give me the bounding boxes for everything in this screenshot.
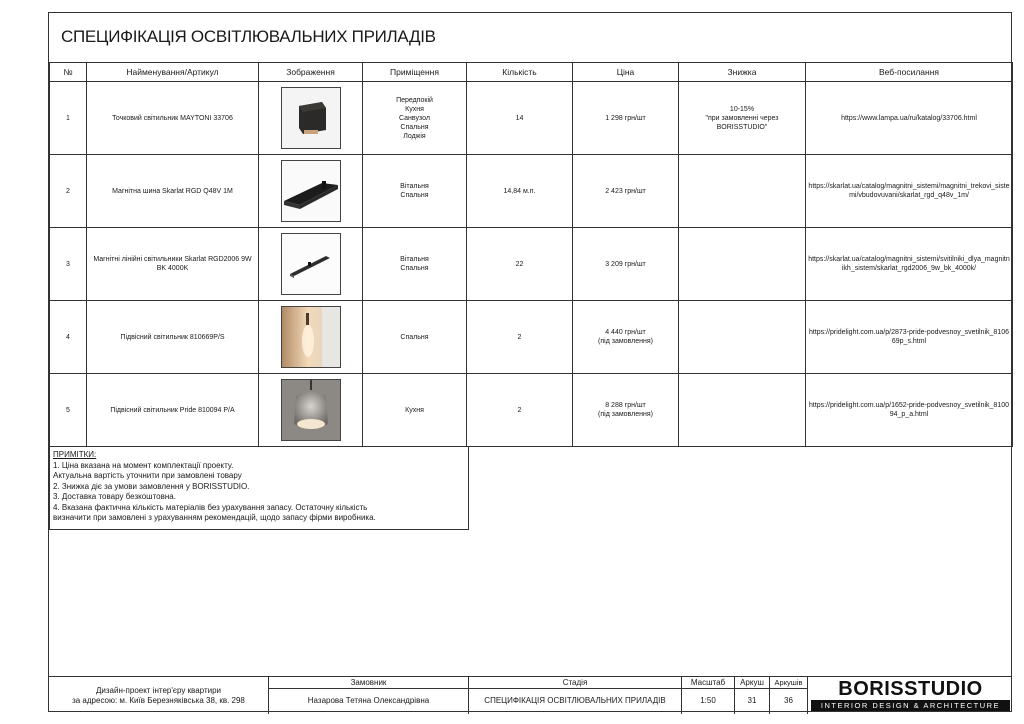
client-name: Назарова Тетяна Олександрівна <box>307 696 430 705</box>
col-header-name: Найменування/Артикул <box>87 63 259 82</box>
quantity: 14 <box>467 82 573 155</box>
product-name: Підвісний світильник Pride 810094 P/A <box>87 374 259 447</box>
room-item: Спальня <box>400 192 429 199</box>
product-link[interactable]: https://www.lampa.ua/ru/katalog/33706.html <box>806 82 1013 155</box>
sheet-label: Аркуш <box>735 677 769 689</box>
price <box>573 155 679 228</box>
drawing-sheet <box>48 12 1012 712</box>
scale-value: 1:50 <box>700 696 716 705</box>
product-image-cell <box>259 82 363 155</box>
table-row <box>50 228 1013 301</box>
project-title: Дизайн-проект інтер'єру квартири <box>95 686 221 695</box>
discount <box>679 155 806 228</box>
title-block <box>49 676 1012 714</box>
room-item: Спальня <box>400 123 429 131</box>
client-cell <box>269 677 469 714</box>
price-value: 2 423 грн/шт <box>605 187 646 195</box>
row-number: 5 <box>50 374 87 447</box>
room-item: Вітальня <box>400 183 429 190</box>
room-item: Вітальня <box>400 256 429 263</box>
product-name: Підвісний світильник 810669P/S <box>87 301 259 374</box>
price <box>573 82 679 155</box>
sheet-number: 31 <box>747 696 757 705</box>
sheets-label: Аркушів <box>770 677 807 689</box>
table-row <box>50 374 1013 447</box>
room-item: Санвузол <box>399 114 430 122</box>
col-header-discount: Знижка <box>679 63 806 82</box>
discount <box>679 301 806 374</box>
product-image-cell <box>259 374 363 447</box>
pendant-wall-photo-icon <box>281 306 341 368</box>
discount-line: "при замовленні через <box>705 114 779 122</box>
discount <box>679 374 806 447</box>
note-line: 2. Знижка діє за умови замовлення у BORISSTUDIO. <box>53 481 250 491</box>
product-link[interactable]: https://skarlat.ua/catalog/magnitni_sistemi/svitilniki_dlya_magnitnikh_sistem/skarlat_rgd2006_9w_bk_4000k/ <box>806 228 1013 301</box>
quantity: 22 <box>467 228 573 301</box>
row-number: 4 <box>50 301 87 374</box>
magnetic-rail-icon <box>281 160 341 222</box>
row-number: 3 <box>50 228 87 301</box>
cube-spotlight-icon <box>281 87 341 149</box>
discount <box>679 82 806 155</box>
sheets-cell <box>770 677 808 714</box>
borisstudio-logo <box>809 678 1012 713</box>
glass-pendant-icon <box>281 379 341 441</box>
project-info <box>49 677 269 714</box>
discount-line: BORISSTUDIO" <box>716 123 768 131</box>
price-value: 8 288 грн/шт <box>605 402 646 409</box>
price <box>573 301 679 374</box>
client-label: Замовник <box>269 677 468 689</box>
col-header-quantity: Кількість <box>467 63 573 82</box>
product-link[interactable]: https://pridelight.com.ua/p/1652-pride-podvesnoy_svetilnik_810094_p_a.html <box>806 374 1013 447</box>
logo-tagline: INTERIOR DESIGN & ARCHITECTURE <box>811 700 1010 711</box>
room-item: Передпокій <box>396 96 433 104</box>
product-name: Магнітна шина Skarlat RGD Q48V 1M <box>87 155 259 228</box>
col-header-number: № <box>50 63 87 82</box>
product-link[interactable]: https://pridelight.com.ua/p/2873-pride-podvesnoy_svetilnik_810669p_s.html <box>806 301 1013 374</box>
project-address: за адресою: м. Київ Березняківська 38, кв. 298 <box>72 696 245 705</box>
sheets-total: 36 <box>784 696 793 705</box>
col-header-url: Веб-посилання <box>806 63 1013 82</box>
page-title: СПЕЦИФІКАЦІЯ ОСВІТЛЮВАЛЬНИХ ПРИЛАДІВ <box>61 27 436 46</box>
room-list <box>363 228 467 301</box>
scale-cell <box>682 677 735 714</box>
note-line: визначити при замовлені з урахуванням рекомендацій, щодо запасу фірми виробника. <box>53 513 376 522</box>
product-link[interactable]: https://skarlat.ua/catalog/magnitni_sistemi/magnitni_trekovi_sistemi/vbudovuvani/skarlat_rgd_q48v_1m/ <box>806 155 1013 228</box>
price-note: (під замовлення) <box>598 411 653 418</box>
price-note: (під замовлення) <box>598 338 653 345</box>
room-list <box>363 82 467 155</box>
price-value: 3 209 грн/шт <box>605 260 646 268</box>
stage-cell <box>469 677 682 714</box>
table-row <box>50 82 1013 155</box>
room-list <box>363 155 467 228</box>
quantity: 14,84 м.п. <box>467 155 573 228</box>
col-header-price: Ціна <box>573 63 679 82</box>
price <box>573 374 679 447</box>
scale-label: Масштаб <box>682 677 734 689</box>
notes-box <box>49 446 469 530</box>
sheet-cell <box>735 677 770 714</box>
note-line: Актуальна вартість уточнити при замовлені товару <box>53 471 242 480</box>
table-header-row <box>50 63 1013 82</box>
stage-value: СПЕЦИФІКАЦІЯ ОСВІТЛЮВАЛЬНИХ ПРИЛАДІВ <box>484 696 666 705</box>
note-line: 1. Ціна вказана на момент комплектації проекту. <box>53 460 234 470</box>
room-item: Спальня <box>400 265 429 272</box>
row-number: 2 <box>50 155 87 228</box>
linear-light-icon <box>281 233 341 295</box>
product-image-cell <box>259 155 363 228</box>
room-item: Кухня <box>405 105 424 113</box>
table-row <box>50 155 1013 228</box>
notes-heading: ПРИМІТКИ: <box>53 450 97 459</box>
row-number: 1 <box>50 82 87 155</box>
product-image-cell <box>259 228 363 301</box>
discount-line: 10-15% <box>729 105 755 113</box>
price <box>573 228 679 301</box>
quantity: 2 <box>467 301 573 374</box>
room-item: Спальня <box>400 333 429 341</box>
note-line: 3. Доставка товару безкоштовна. <box>53 492 176 501</box>
col-header-image: Зображення <box>259 63 363 82</box>
room-list <box>363 374 467 447</box>
col-header-room: Приміщення <box>363 63 467 82</box>
room-item: Лоджія <box>403 132 426 140</box>
logo-wordmark: BORISSTUDIO <box>838 678 983 700</box>
discount <box>679 228 806 301</box>
stage-label: Стадія <box>469 677 681 689</box>
table-row <box>50 301 1013 374</box>
product-name: Магнітні лінійні світильники Skarlat RGD2006 9W BK 4000K <box>87 228 259 301</box>
price-value: 1 298 грн/шт <box>605 114 646 122</box>
room-item: Кухня <box>405 406 424 414</box>
quantity: 2 <box>467 374 573 447</box>
room-list <box>363 301 467 374</box>
note-line: 4. Вказана фактична кількість матеріалів без урахування запасу. Остаточну кількість <box>53 502 368 512</box>
product-name: Точковий світильник MAYTONI 33706 <box>87 82 259 155</box>
specification-table <box>49 62 1013 447</box>
price-value: 4 440 грн/шт <box>605 329 646 336</box>
product-image-cell <box>259 301 363 374</box>
